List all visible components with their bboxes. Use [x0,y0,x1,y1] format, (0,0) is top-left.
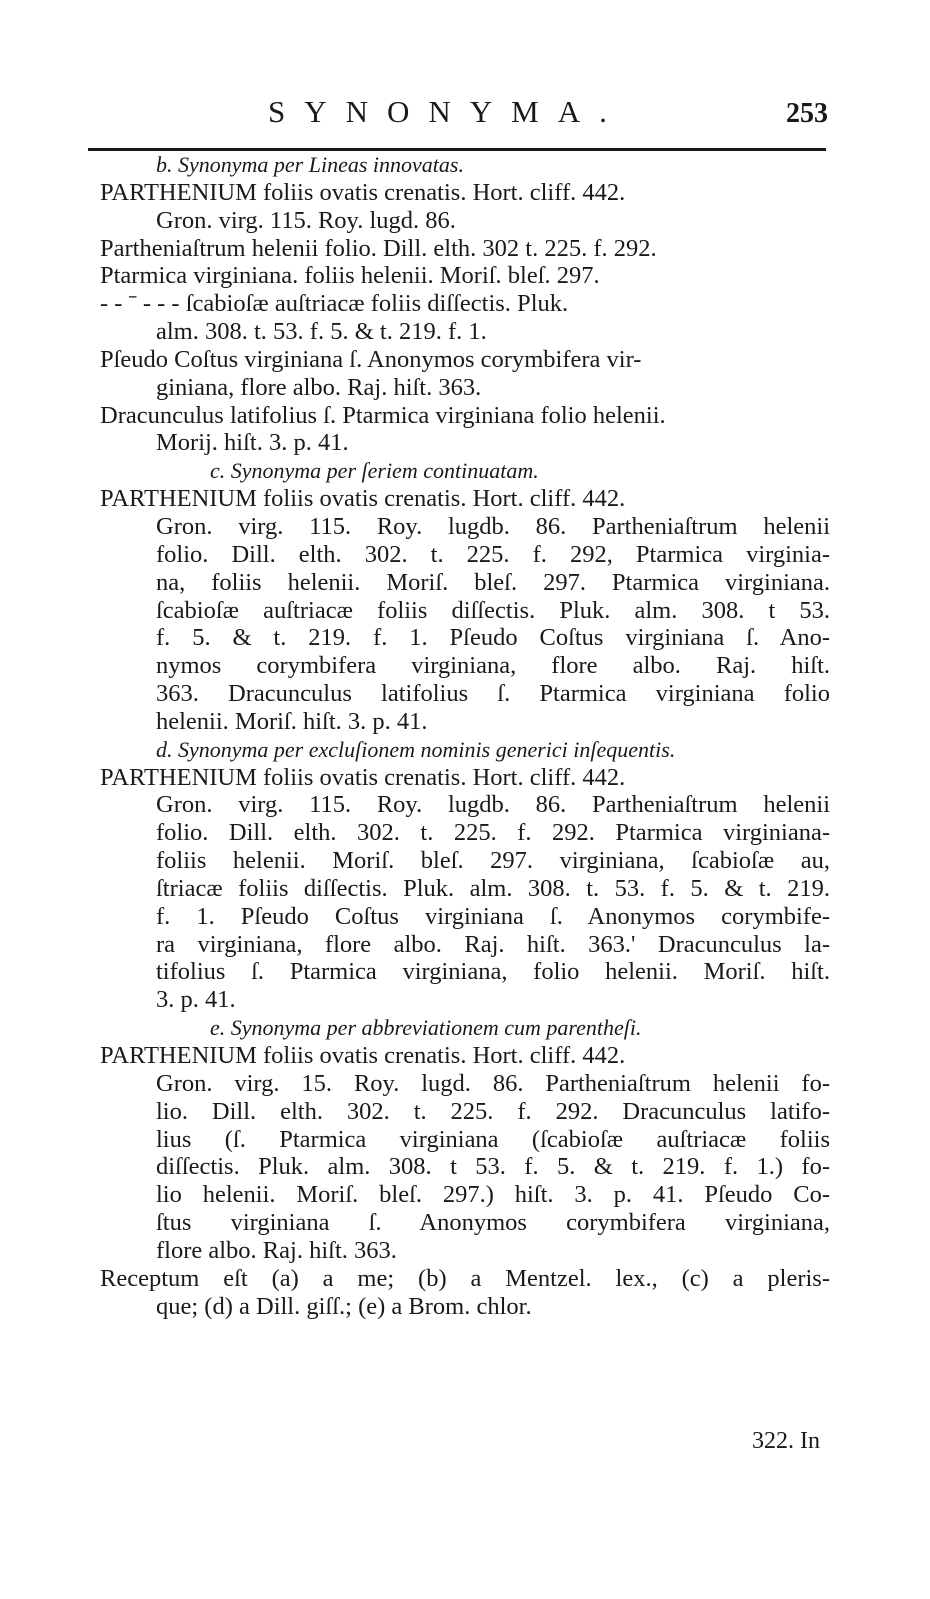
text-line: PARTHENIUM foliis ovatis crenatis. Hort. cliff. 442. [100,485,626,513]
text-line: na, foliis helenii. Moriſ. bleſ. 297. Ptarmica virginiana. [156,568,830,596]
text-line: Gron. virg. 115. Roy. lugdb. 86. Partheniaſtrum helenii [156,791,830,819]
text-line: diſſectis. Pluk. alm. 308. t 53. f. 5. & t. 219. f. 1.) fo- [156,1153,830,1181]
text-line: ra virginiana, flore albo. Raj. hiſt. 363.' Dracunculus la- [156,930,830,958]
text-line: f. 5. & t. 219. f. 1. Pſeudo Coſtus virginiana ſ. Ano- [156,624,830,652]
text-line: giniana, flore albo. Raj. hiſt. 363. [156,373,482,401]
page-number: 253 [786,98,828,129]
text-line: lio helenii. Moriſ. bleſ. 297.) hiſt. 3. p. 41. Pſeudo Co- [156,1181,830,1209]
text-line: b. Synonyma per Lineas innovatas. [156,152,464,177]
text-line: nymos corymbifera virginiana, flore albo. Raj. hiſt. [156,652,830,680]
text-line: Receptum eſt (a) a me; (b) a Mentzel. lex., (c) a pleris- [100,1264,830,1292]
text-line: flore albo. Raj. hiſt. 363. [156,1236,397,1264]
text-line: e. Synonyma per abbreviationem cum parentheſi. [210,1015,642,1041]
text-line: folio. Dill. elth. 302. t. 225. f. 292, Ptarmica virginia- [156,540,830,568]
text-line: Ptarmica virginiana. foliis helenii. Moriſ. bleſ. 297. [100,262,600,290]
catchword: 322. In [752,1428,820,1454]
text-line: Dracunculus latifolius ſ. Ptarmica virginiana folio helenii. [100,401,666,429]
text-line: c. Synonyma per ſeriem continuatam. [210,458,539,484]
text-line: helenii. Moriſ. hiſt. 3. p. 41. [156,707,428,735]
text-body [100,151,830,1320]
text-line: Morij. hiſt. 3. p. 41. [156,429,349,457]
text-line: alm. 308. t. 53. f. 5. & t. 219. f. 1. [156,318,487,346]
text-line: ſtriacæ foliis diſſectis. Pluk. alm. 308. t. 53. f. 5. & t. 219. [156,874,830,902]
text-line: PARTHENIUM foliis ovatis crenatis. Hort. cliff. 442. [100,1042,626,1069]
text-line: 363. Dracunculus latifolius ſ. Ptarmica virginiana folio [156,680,830,708]
text-line: lius (ſ. Ptarmica virginiana (ſcabioſæ auſtriacæ foliis [156,1125,830,1153]
running-head [100,92,830,136]
text-line: ſcabioſæ auſtriacæ foliis diſſectis. Pluk. alm. 308. t 53. [156,596,830,624]
text-line: Gron. virg. 15. Roy. lugd. 86. Partheniaſtrum helenii fo- [156,1069,830,1097]
text-line: Gron. virg. 115. Roy. lugdb. 86. Partheniaſtrum helenii [156,512,830,540]
text-line: PARTHENIUM foliis ovatis crenatis. Hort. cliff. 442. [100,763,626,791]
running-head-title: SYNONYMA. [268,94,626,129]
text-line: folio. Dill. elth. 302. t. 225. f. 292. Ptarmica virginiana- [156,819,830,847]
text-line: 3. p. 41. [156,986,236,1014]
text-line: ſtus virginiana ſ. Anonymos corymbifera virginiana, [156,1209,830,1237]
text-line: d. Synonyma per excluſionem nominis generici inſequentis. [156,736,676,762]
text-line: PARTHENIUM foliis ovatis crenatis. Hort. cliff. 442. [100,178,626,206]
text-line: f. 1. Pſeudo Coſtus virginiana ſ. Anonymos corymbife- [156,902,830,930]
text-line: que; (d) a Dill. giſſ.; (e) a Brom. chlor. [156,1292,532,1320]
text-line: Partheniaſtrum helenii folio. Dill. elth. 302 t. 225. f. 292. [100,234,657,262]
text-line: tifolius ſ. Ptarmica virginiana, folio helenii. Moriſ. hiſt. [156,958,830,986]
text-line: lio. Dill. elth. 302. t. 225. f. 292. Dracunculus latifo- [156,1097,830,1125]
text-line: Gron. virg. 115. Roy. lugd. 86. [156,206,456,234]
text-line: foliis helenii. Moriſ. bleſ. 297. virginiana, ſcabioſæ au, [156,847,830,875]
text-line: - - ˉ - - - ſcabioſæ auſtriacæ foliis diſſectis. Pluk. [100,290,569,318]
text-line: Pſeudo Coſtus virginiana ſ. Anonymos corymbifera vir- [100,345,642,373]
